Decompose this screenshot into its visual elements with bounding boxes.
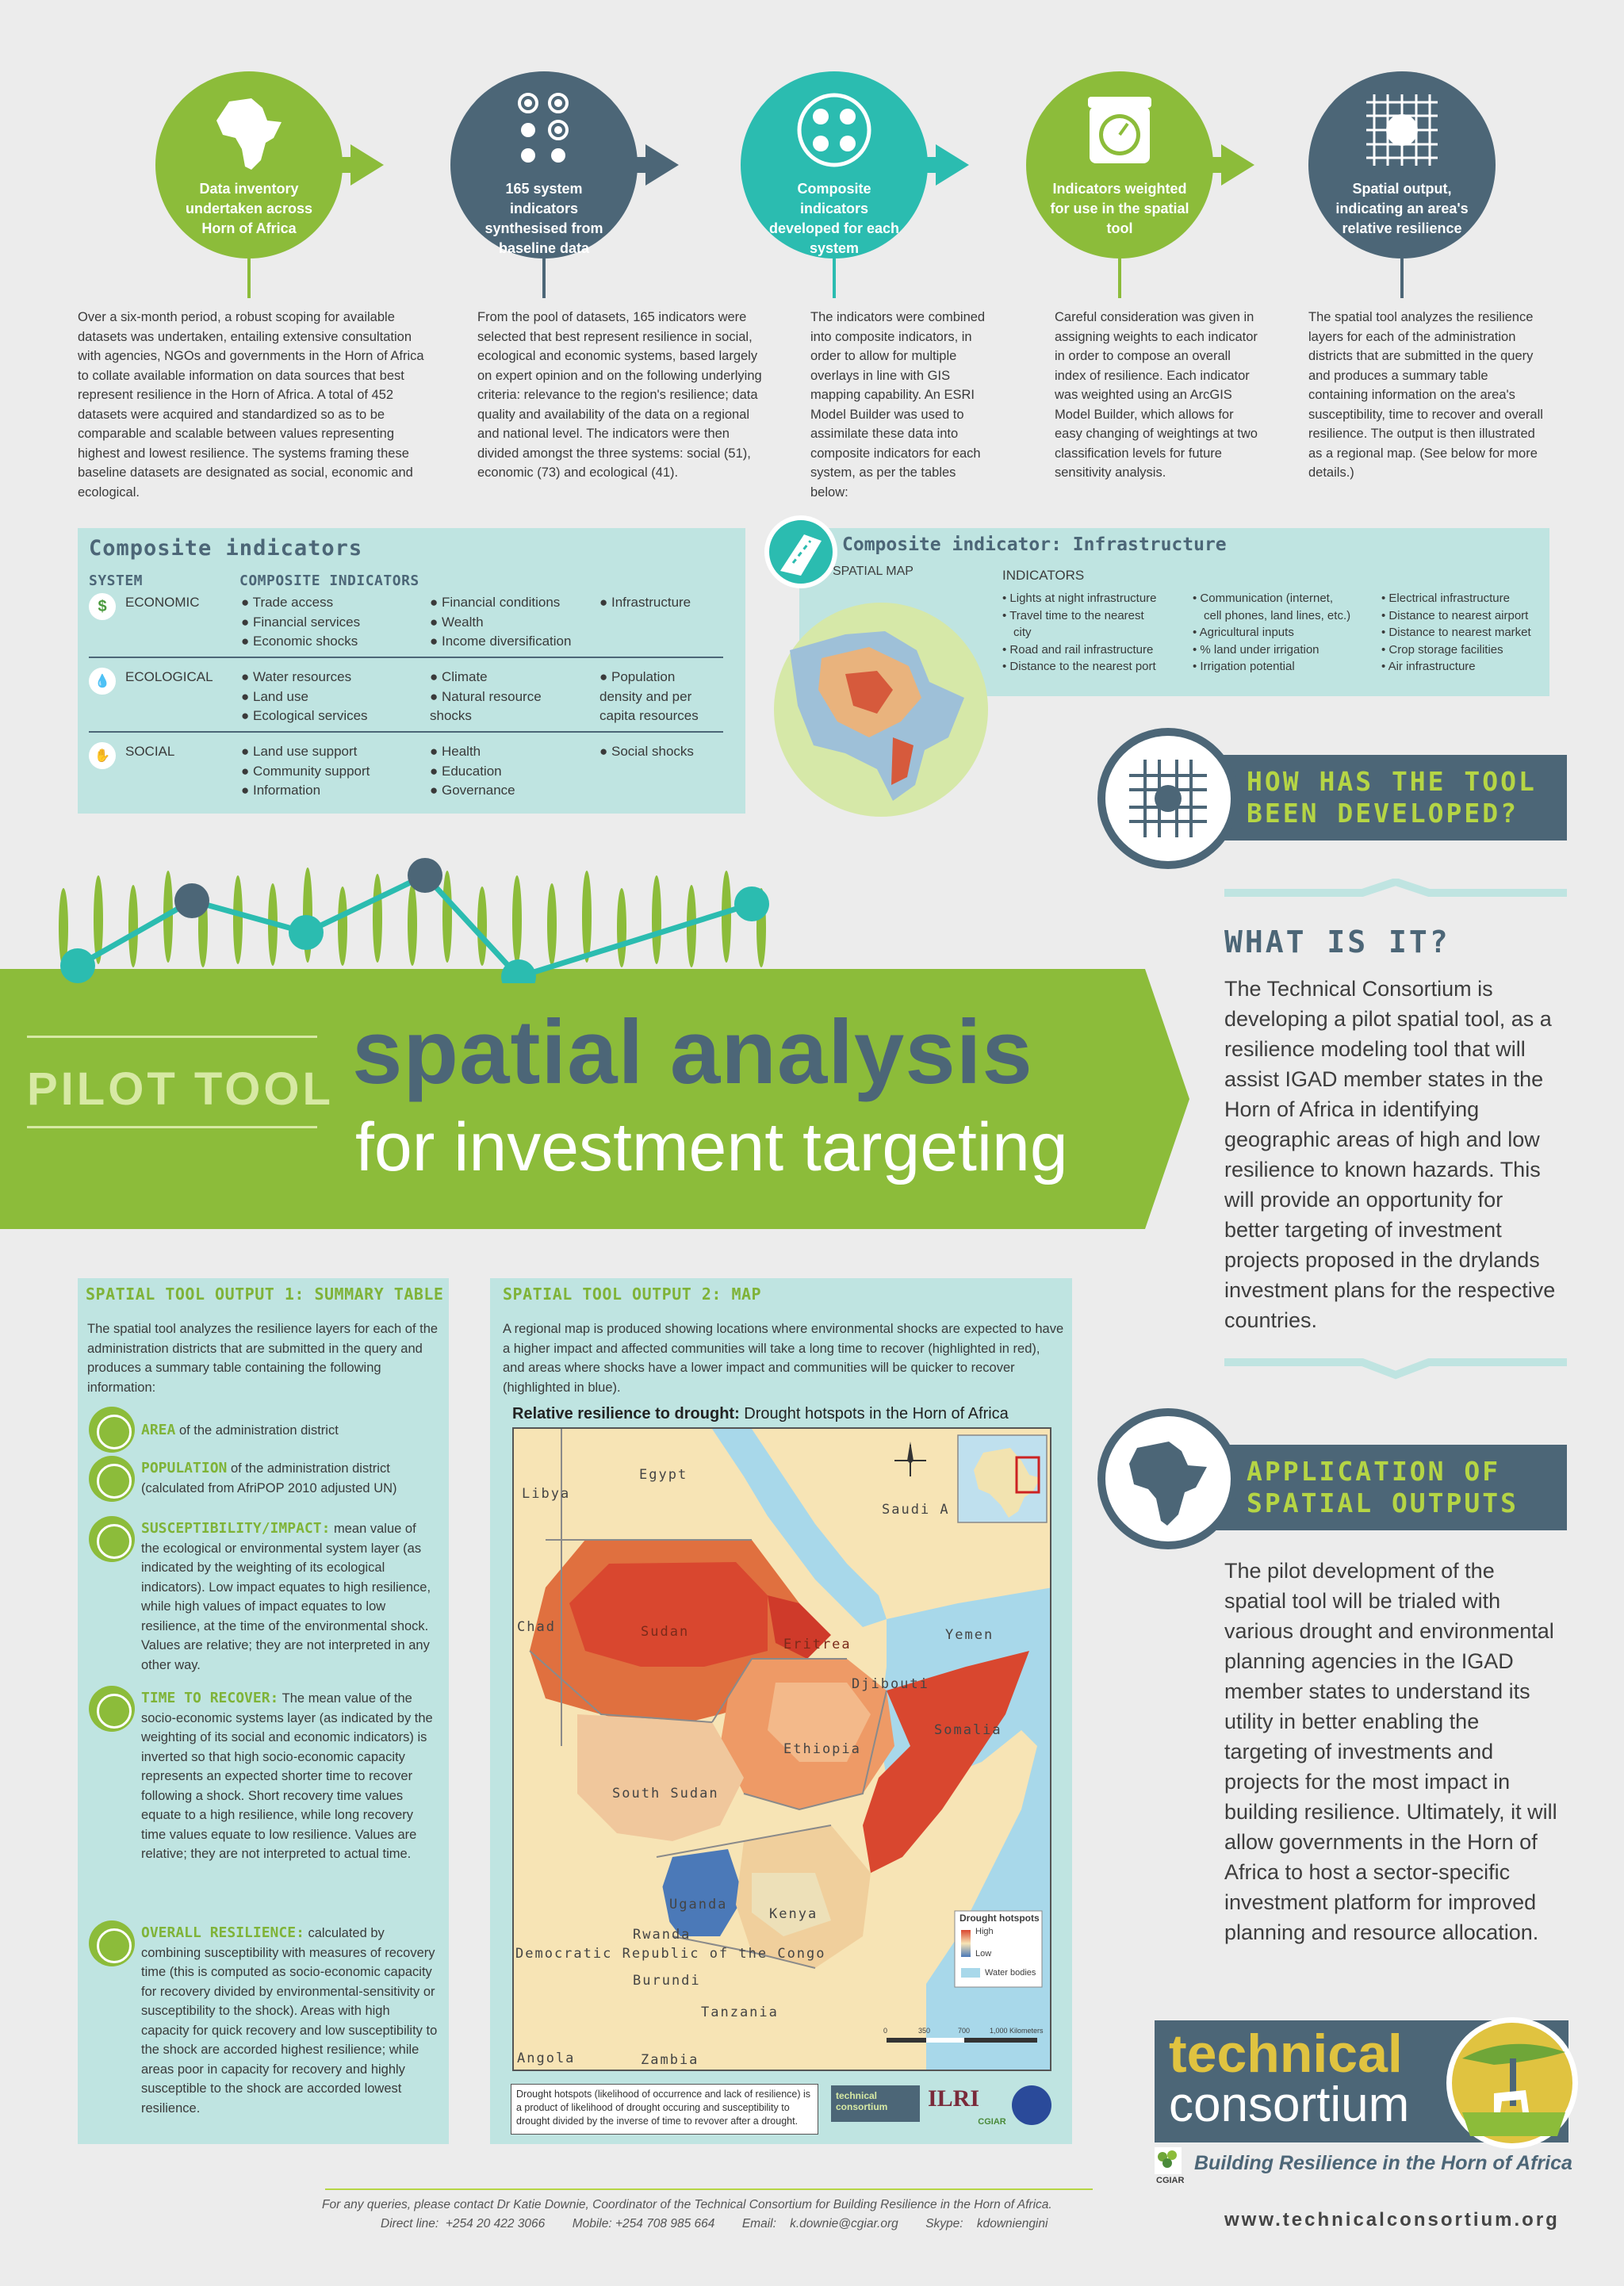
country-label: Rwanda [633,1927,691,1943]
footer-contact-line-2: Direct line: +254 20 422 3066 Mobile: +254 708 985 664 Email: k.downie@cgiar.org Skype: kdowniengini [381,2217,1048,2230]
divider [89,731,723,733]
scale-icon [1082,90,1158,167]
map-title-rest: Drought hotspots in the Horn of Africa [739,1405,1009,1423]
country-label: Somalia [934,1722,1002,1738]
country-label: Uganda [669,1897,728,1913]
step-3-description: The indicators were combined into composite indicators, in order to allow for multiple overlays in line with GIS mapping capability. An ESRI Model Builder was used to assimilate these data into composite indicators for each system, as per the tables below: [810,310,986,500]
indicator-item: ● Land use support [241,744,358,759]
composite-indicators-panel [78,528,745,814]
banner-arrow [1145,969,1189,1229]
step-2-circle [450,71,638,258]
application-title [1247,1456,1519,1519]
indicator-item: ● Trade access [241,595,334,610]
step-3-circle [741,71,928,258]
cgiar-label: CGIAR [1156,2176,1185,2185]
country-label: Tanzania [701,2005,779,2020]
ecological-col-1 [241,668,368,726]
africa-map-icon [205,90,293,178]
drought-map-svg [514,1429,1051,2071]
globe-logo-icon [1012,2085,1051,2125]
divider [89,657,723,658]
indicator-item: ● Natural resource [430,688,542,704]
infrastructure-col-2 [1193,590,1350,676]
step-4-caption: Indicators weighted for use in the spatial tool [1050,181,1189,236]
indicator-item: ● Economic shocks [241,634,358,649]
clock-icon [89,1686,135,1732]
grid-icon-circle [1097,728,1239,869]
country-label: Democratic Republic of the Congo [515,1946,826,1962]
area-item [141,1421,438,1441]
item-text: of the administration district [175,1423,339,1438]
dollar-icon: $ [89,593,116,620]
acacia-logo-circle [1446,2017,1578,2149]
indicator-item: ● Information [241,783,321,798]
susceptibility-icon [89,1516,135,1562]
application-line-2: SPATIAL OUTPUTS [1247,1488,1519,1518]
indicator-item: density and per [599,688,692,704]
ecological-col-2 [430,668,542,726]
indicator-item: • Road and rail infrastructure [1002,642,1154,657]
social-col-1 [241,742,370,801]
step-1-circle [155,71,343,258]
map-title-bold: Relative resilience to drought: [512,1405,740,1423]
scale-0: 0 [883,2027,888,2035]
economic-col-1 [241,593,360,652]
step-1-caption: Data inventory undertaken across Horn of Africa [185,181,313,236]
indicator-item: ● Wealth [430,614,484,630]
step-4-circle [1026,71,1213,258]
cgiar-small-logo [1155,2147,1182,2174]
country-label: Libya [522,1486,571,1502]
four-dots-icon [795,90,874,170]
infrastructure-col-1 [1002,590,1157,676]
website-url[interactable]: www.technicalconsortium.org [1224,2209,1560,2230]
output-1-panel [78,1278,449,2144]
brand-tagline: Building Resilience in the Horn of Africa [1194,2152,1572,2174]
footer-contact-line-1: For any queries, please contact Dr Katie Downie, Coordinator of the Technical Consortium for Building Resilience in the Horn of Africa. [322,2198,1052,2211]
indicator-item: cell phones, land lines, etc.) [1204,608,1351,622]
time-to-recover-item [141,1689,438,1864]
indicator-item: ● Financial conditions [430,595,561,610]
road-icon [764,515,837,588]
how-developed-title [1247,766,1537,829]
legend-water: Water bodies [985,1968,1036,1978]
indicator-item: • Lights at night infrastructure [1002,592,1157,605]
ilri-logo: ILRI [928,2085,980,2112]
item-label: POPULATION [141,1460,228,1476]
indicator-item: ● Income diversification [430,634,572,649]
social-col-2 [430,742,515,801]
grid-icon [1105,736,1231,861]
country-label: Zambia [641,2052,699,2068]
ecological-col-3 [599,668,699,726]
country-label: Chad [517,1619,556,1635]
population-icon [89,1456,135,1502]
output-2-intro: A regional map is produced showing locations where environmental shocks are expected to have a higher impact and affected communities will take a long time to recover (highlighted in red), and areas where shocks have a lower impact and communities will be quicker to recover (highlighted in blue). [503,1322,1064,1395]
country-label: Eritrea [783,1637,852,1652]
indicator-item: city [1013,626,1032,639]
item-text: mean value of the ecological or environmental system layer (as indicated by the weighting of its ecological indicators). Low impact equates to high resilience, while high values of impact equates to low resilience, at the time of the environmental shock. Values are relative; they are not interpreted in any other way. [141,1522,431,1672]
step-2-caption: 165 system indicators synthesised from baseline data [485,181,603,256]
indicator-item: • Crop storage facilities [1381,642,1503,657]
legend-high: High [975,1927,994,1936]
item-label: SUSCEPTIBILITY/IMPACT: [141,1520,331,1537]
indicator-item: • Air infrastructure [1381,660,1476,673]
economic-col-2 [430,593,571,652]
country-label: Angola [517,2051,576,2066]
indicator-item: • Distance to nearest airport [1381,608,1529,622]
legend-title: Drought hotspots [959,1913,1040,1924]
indicator-item: • Communication (internet, [1193,592,1333,605]
legend-low: Low [975,1949,992,1959]
system-name: ECOLOGICAL [125,669,213,684]
indicator-item: • Travel time to the nearest [1002,608,1144,622]
step-2-description: From the pool of datasets, 165 indicators were selected that best represent resilience in social, ecological and economic systems, based largely on expert opinion and on the following underlying criteria: relevance to the region's resilience; data quality and availability of the data on a regional and national level. The indicators were then divided amongst the three systems: social (51), economic (73) and ecological (41). [477,310,762,480]
infrastructure-spatial-map [774,603,988,817]
africa-map-icon [1105,1416,1231,1541]
map-caption: Drought hotspots (likelihood of occurrence and lack of resilience) is a product of likelihood of drought occuring and susceptibility to drought divided by the inverse of time to revover after a drought. [511,2084,818,2135]
main-subtitle: for investment targeting [355,1109,1068,1185]
indicator-item: • Distance to the nearest port [1002,660,1156,673]
country-label: Ethiopia [783,1741,861,1757]
country-label: Kenya [769,1906,818,1922]
indicator-item: ● Community support [241,763,370,779]
scale-700: 700 [958,2027,971,2035]
output-2-title: SPATIAL TOOL OUTPUT 2: MAP [503,1285,762,1304]
infrastructure-title: Composite indicator: Infrastructure [842,534,1227,555]
application-text: The pilot development of the spatial tool will be trialed with various drought and environmental planning agencies in the IGAD member states to understand its utility in better enabling the targeting of investments and projects for the most impact in building resilience. Ultimately, it will allow governments in the Horn of Africa to host a sector-specific investment platform for improved planning and resource allocation. [1224,1559,1557,1944]
country-label: Yemen [945,1627,994,1643]
country-label: Sudan [641,1624,690,1640]
indicator-item: • Distance to nearest market [1381,626,1531,639]
indicator-item: • Agricultural inputs [1193,626,1294,639]
scale-350: 350 [918,2027,931,2035]
main-title: spatial analysis [352,1002,1033,1103]
acacia-tree-icon [1446,2017,1578,2149]
water-drop-icon: 💧 [89,668,116,695]
indicator-item: ● Population [599,669,676,684]
africa-icon-circle [1097,1408,1239,1549]
drought-hotspot-map [512,1427,1051,2071]
indicator-item: ● Water resources [241,669,352,684]
country-label: Saudi A [882,1502,950,1518]
step-5-circle [1308,71,1496,258]
social-col-3 [599,742,694,762]
wheat-field-graphic [48,840,785,983]
brand-name-2: consortium [1169,2077,1410,2132]
indicator-item: • % land under irrigation [1193,642,1320,657]
application-header [1213,1445,1567,1530]
map-title [512,1405,1009,1423]
indicator-item: capita resources [599,708,699,723]
indicator-item: ● Land use [241,688,308,704]
population-item [141,1459,438,1498]
footer-rule [325,2188,1093,2190]
item-text: calculated by combining susceptibility with measures of recovery time (this is computed as socio-economic capacity for recovery divided by environmental-sensitivity or susceptibility to the shock). Areas with high capacity for quick recovery and low susceptibility to the shock are accorded highest resilience; while areas poor in capacity for recovery and highly susceptible to the shock are accorded lowest resilience. [141,1926,438,2116]
dot-grid-icon [512,90,576,170]
system-column-header: SYSTEM [89,572,144,589]
output-1-title: SPATIAL TOOL OUTPUT 1: SUMMARY TABLE [86,1285,444,1304]
indicator-item: ● Education [430,763,502,779]
step-4-description: Careful consideration was given in assigning weights to each indicator in order to compose an overall index of resilience. Each indicator was weighted using an ArcGIS Model Builder, which allows for easy changing of weightings at two classification levels for future sensitivity analysis. [1055,310,1258,480]
grid-icon [1362,90,1442,170]
what-is-it-text: The Technical Consortium is developing a pilot spatial tool, as a resilience modeling tool that will assist IGAD member states in the Horn of Africa in identifying geographic areas of high and low resilience to known hazards. This will provide an opportunity for better targeting of investment projects proposed in the drylands investment plans for the respective countries. [1224,977,1556,1332]
country-label: Egypt [639,1467,688,1483]
indicator-item: • Electrical infrastructure [1381,592,1510,605]
technical-consortium-logo: technical consortium [831,2085,920,2122]
chevron-divider [1224,1356,1567,1381]
indicator-item: • Irrigation potential [1193,660,1295,673]
system-name: SOCIAL [125,744,175,759]
hand-icon: ✋ [89,742,116,769]
step-1-description: Over a six-month period, a robust scoping for available datasets was undertaken, entailing extensive consultation with agencies, NGOs and governments in the Horn of Africa to collate available information on data sources that best represent resilience in the Horn of Africa. A total of 452 datasets were acquired and standardized so as to be comparable and scalable between values representing highest and lowest resilience. The systems framing these baseline datasets are designated as social, economic and ecological. [78,310,424,500]
output-1-intro: The spatial tool analyzes the resilience layers for each of the administration districts that are submitted in the query and produces a summary table containing the following information: [87,1322,439,1395]
application-line-1: APPLICATION OF [1247,1456,1501,1487]
composite-indicators-title: Composite indicators [89,536,363,561]
step-3-caption: Composite indicators developed for each system [768,181,900,256]
composite-column-header: COMPOSITE INDICATORS [239,572,419,589]
country-label: Burundi [633,1973,701,1989]
infrastructure-map-circle [774,603,988,817]
indicator-item: ● Infrastructure [599,595,691,610]
cgiar-logo: CGIAR [978,2117,1006,2127]
item-label: TIME TO RECOVER: [141,1690,279,1706]
step-5-caption: Spatial output, indicating an area's relative resilience [1335,181,1469,236]
country-label: Djibouti [852,1676,929,1692]
divider [27,1036,317,1038]
indicator-item: ● Climate [430,669,488,684]
susceptibility-item [141,1519,438,1675]
chevron-divider [1224,879,1567,901]
radiation-icon [89,1920,135,1966]
country-label: South Sudan [612,1786,719,1802]
overall-resilience-item [141,1924,438,2118]
item-text: of the administration district (calculated from AfriPOP 2010 adjusted UN) [141,1461,397,1495]
indicator-item: shocks [430,708,472,723]
infrastructure-col-3 [1381,590,1531,676]
indicator-item: ● Social shocks [599,744,694,759]
item-label: OVERALL RESILIENCE: [141,1924,304,1941]
how-developed-line-2: BEEN DEVELOPED? [1247,798,1519,829]
what-is-it-title: WHAT IS IT? [1224,925,1450,959]
indicator-item: ● Health [430,744,481,759]
how-developed-header [1213,755,1567,840]
step-5-description: The spatial tool analyzes the resilience layers for each of the administration districts that are submitted in the query and produces a summary table containing information on the area's susceptibility, time to recover and overall resilience. The output is then illustrated as a regional map. (See below for more details.) [1308,310,1543,480]
divider [27,1126,317,1128]
economic-col-3 [599,593,691,613]
indicators-header: INDICATORS [1002,568,1085,583]
scale-1000: 1,000 Kilometers [990,2027,1044,2035]
item-text: The mean value of the socio-economic systems layer (as indicated by the weighting of its social and economic indicators) is inverted so that high socio-economic capacity represents an expected shorter time to recover following a shock. Short recovery time values equate to a high resilience, while long recovery time values equate to low resilience. Values are relative; they are not interpreted to actual time. [141,1691,433,1861]
spatial-map-label: SPATIAL MAP [833,565,914,578]
indicator-item: ● Governance [430,783,515,798]
pilot-tool-label: PILOT TOOL [27,1063,334,1115]
brand-name-1: technical [1169,2024,1403,2084]
area-icon [89,1407,135,1453]
system-name: ECONOMIC [125,595,200,610]
indicator-item: ● Financial services [241,614,361,630]
how-developed-line-1: HOW HAS THE TOOL [1247,766,1537,797]
item-label: AREA [141,1422,176,1438]
indicator-item: ● Ecological services [241,708,368,723]
